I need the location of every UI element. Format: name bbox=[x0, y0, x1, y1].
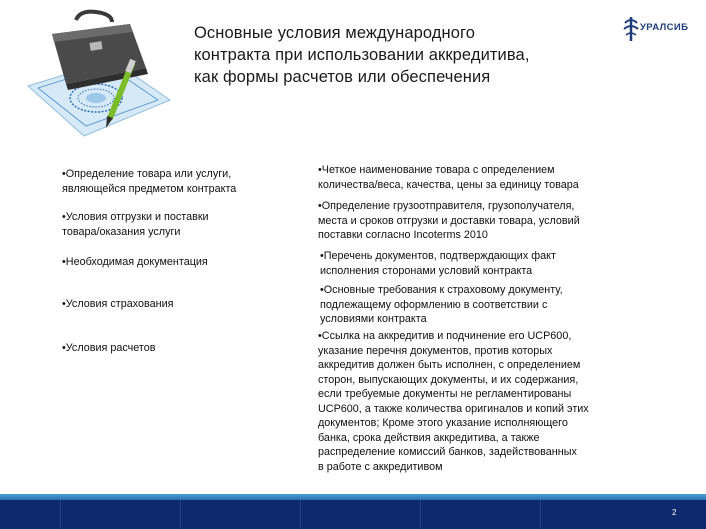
right-item-line: места и сроков отгрузки и доставки товара, условий bbox=[318, 214, 580, 227]
left-item-line: •Определение товара или услуги, bbox=[62, 168, 232, 180]
right-item-line: распределение комиссий банков, задействованных bbox=[318, 446, 577, 458]
logo-text: УРАЛСИБ bbox=[640, 22, 689, 33]
left-item-line: •Условия расчетов bbox=[62, 342, 156, 354]
title-line: как формы расчетов или обеспечения bbox=[194, 68, 491, 86]
footer-divider bbox=[420, 500, 421, 529]
briefcase-document-illustration bbox=[20, 8, 180, 146]
right-item-goods bbox=[318, 163, 579, 192]
left-item-line: •Необходимая документация bbox=[62, 256, 208, 268]
right-item-line: аккредитив должен быть исполнен, с определением bbox=[318, 359, 581, 371]
right-item-line: •Перечень документов, подтверждающих факт bbox=[320, 250, 556, 262]
right-item-line: если требуемые документы не регламентированы bbox=[318, 388, 572, 400]
right-item-line: •Основные требования к страховому документу, bbox=[320, 284, 563, 296]
left-item-line: товара/оказания услуги bbox=[62, 225, 181, 238]
left-item-line: являющейся предметом контракта bbox=[62, 182, 237, 195]
footer-divider bbox=[540, 500, 541, 529]
right-item-line: указание перечня документов, против которых bbox=[318, 344, 553, 357]
right-item-line: •Четкое наименование товара с определением bbox=[318, 164, 555, 176]
right-item-insurance bbox=[320, 283, 563, 327]
right-item-line: UCP600, а также количества оригиналов и копий этих bbox=[318, 402, 589, 415]
right-item-line: исполнения сторонами условий контракта bbox=[320, 264, 533, 277]
left-item-shipment bbox=[62, 210, 209, 239]
right-item-line: сторон, выпускающих документы, и их содержания, bbox=[318, 373, 579, 386]
right-item-line: •Определение грузоотправителя, грузополучателя, bbox=[318, 200, 575, 212]
right-item-payment bbox=[318, 329, 589, 474]
title-line: контракта при использовании аккредитива, bbox=[194, 46, 530, 64]
footer-divider bbox=[60, 500, 61, 529]
footer-divider bbox=[300, 500, 301, 529]
left-item-payment bbox=[62, 341, 155, 356]
left-item-insurance bbox=[62, 297, 173, 312]
right-item-line: условиями контракта bbox=[320, 313, 427, 325]
left-item-line: •Условия отгрузки и поставки bbox=[62, 211, 209, 223]
slide-title bbox=[194, 22, 574, 88]
left-item-goods bbox=[62, 167, 236, 196]
right-item-line: количества/веса, качества, цены за единицу товара bbox=[318, 178, 579, 191]
footer-bar bbox=[0, 500, 706, 529]
footer-divider bbox=[180, 500, 181, 529]
page-number: 2 bbox=[672, 508, 677, 517]
left-item-documents bbox=[62, 255, 208, 270]
right-item-documents bbox=[320, 249, 556, 278]
title-line: Основные условия международного bbox=[194, 24, 476, 42]
right-item-line: банка, срока действия аккредитива, а также bbox=[318, 431, 540, 444]
right-item-line: поставки согласно Incoterms 2010 bbox=[318, 229, 488, 241]
right-item-line: •Ссылка на аккредитив и подчинение его UCP600, bbox=[318, 330, 572, 342]
right-item-line: документов; Кроме этого указание исполняющего bbox=[318, 417, 568, 429]
left-item-line: •Условия страхования bbox=[62, 298, 174, 310]
right-item-line: в работе с аккредитивом bbox=[318, 460, 443, 473]
right-item-shipment bbox=[318, 199, 580, 243]
right-item-line: подлежащему оформлению в соответствии с bbox=[320, 298, 548, 311]
